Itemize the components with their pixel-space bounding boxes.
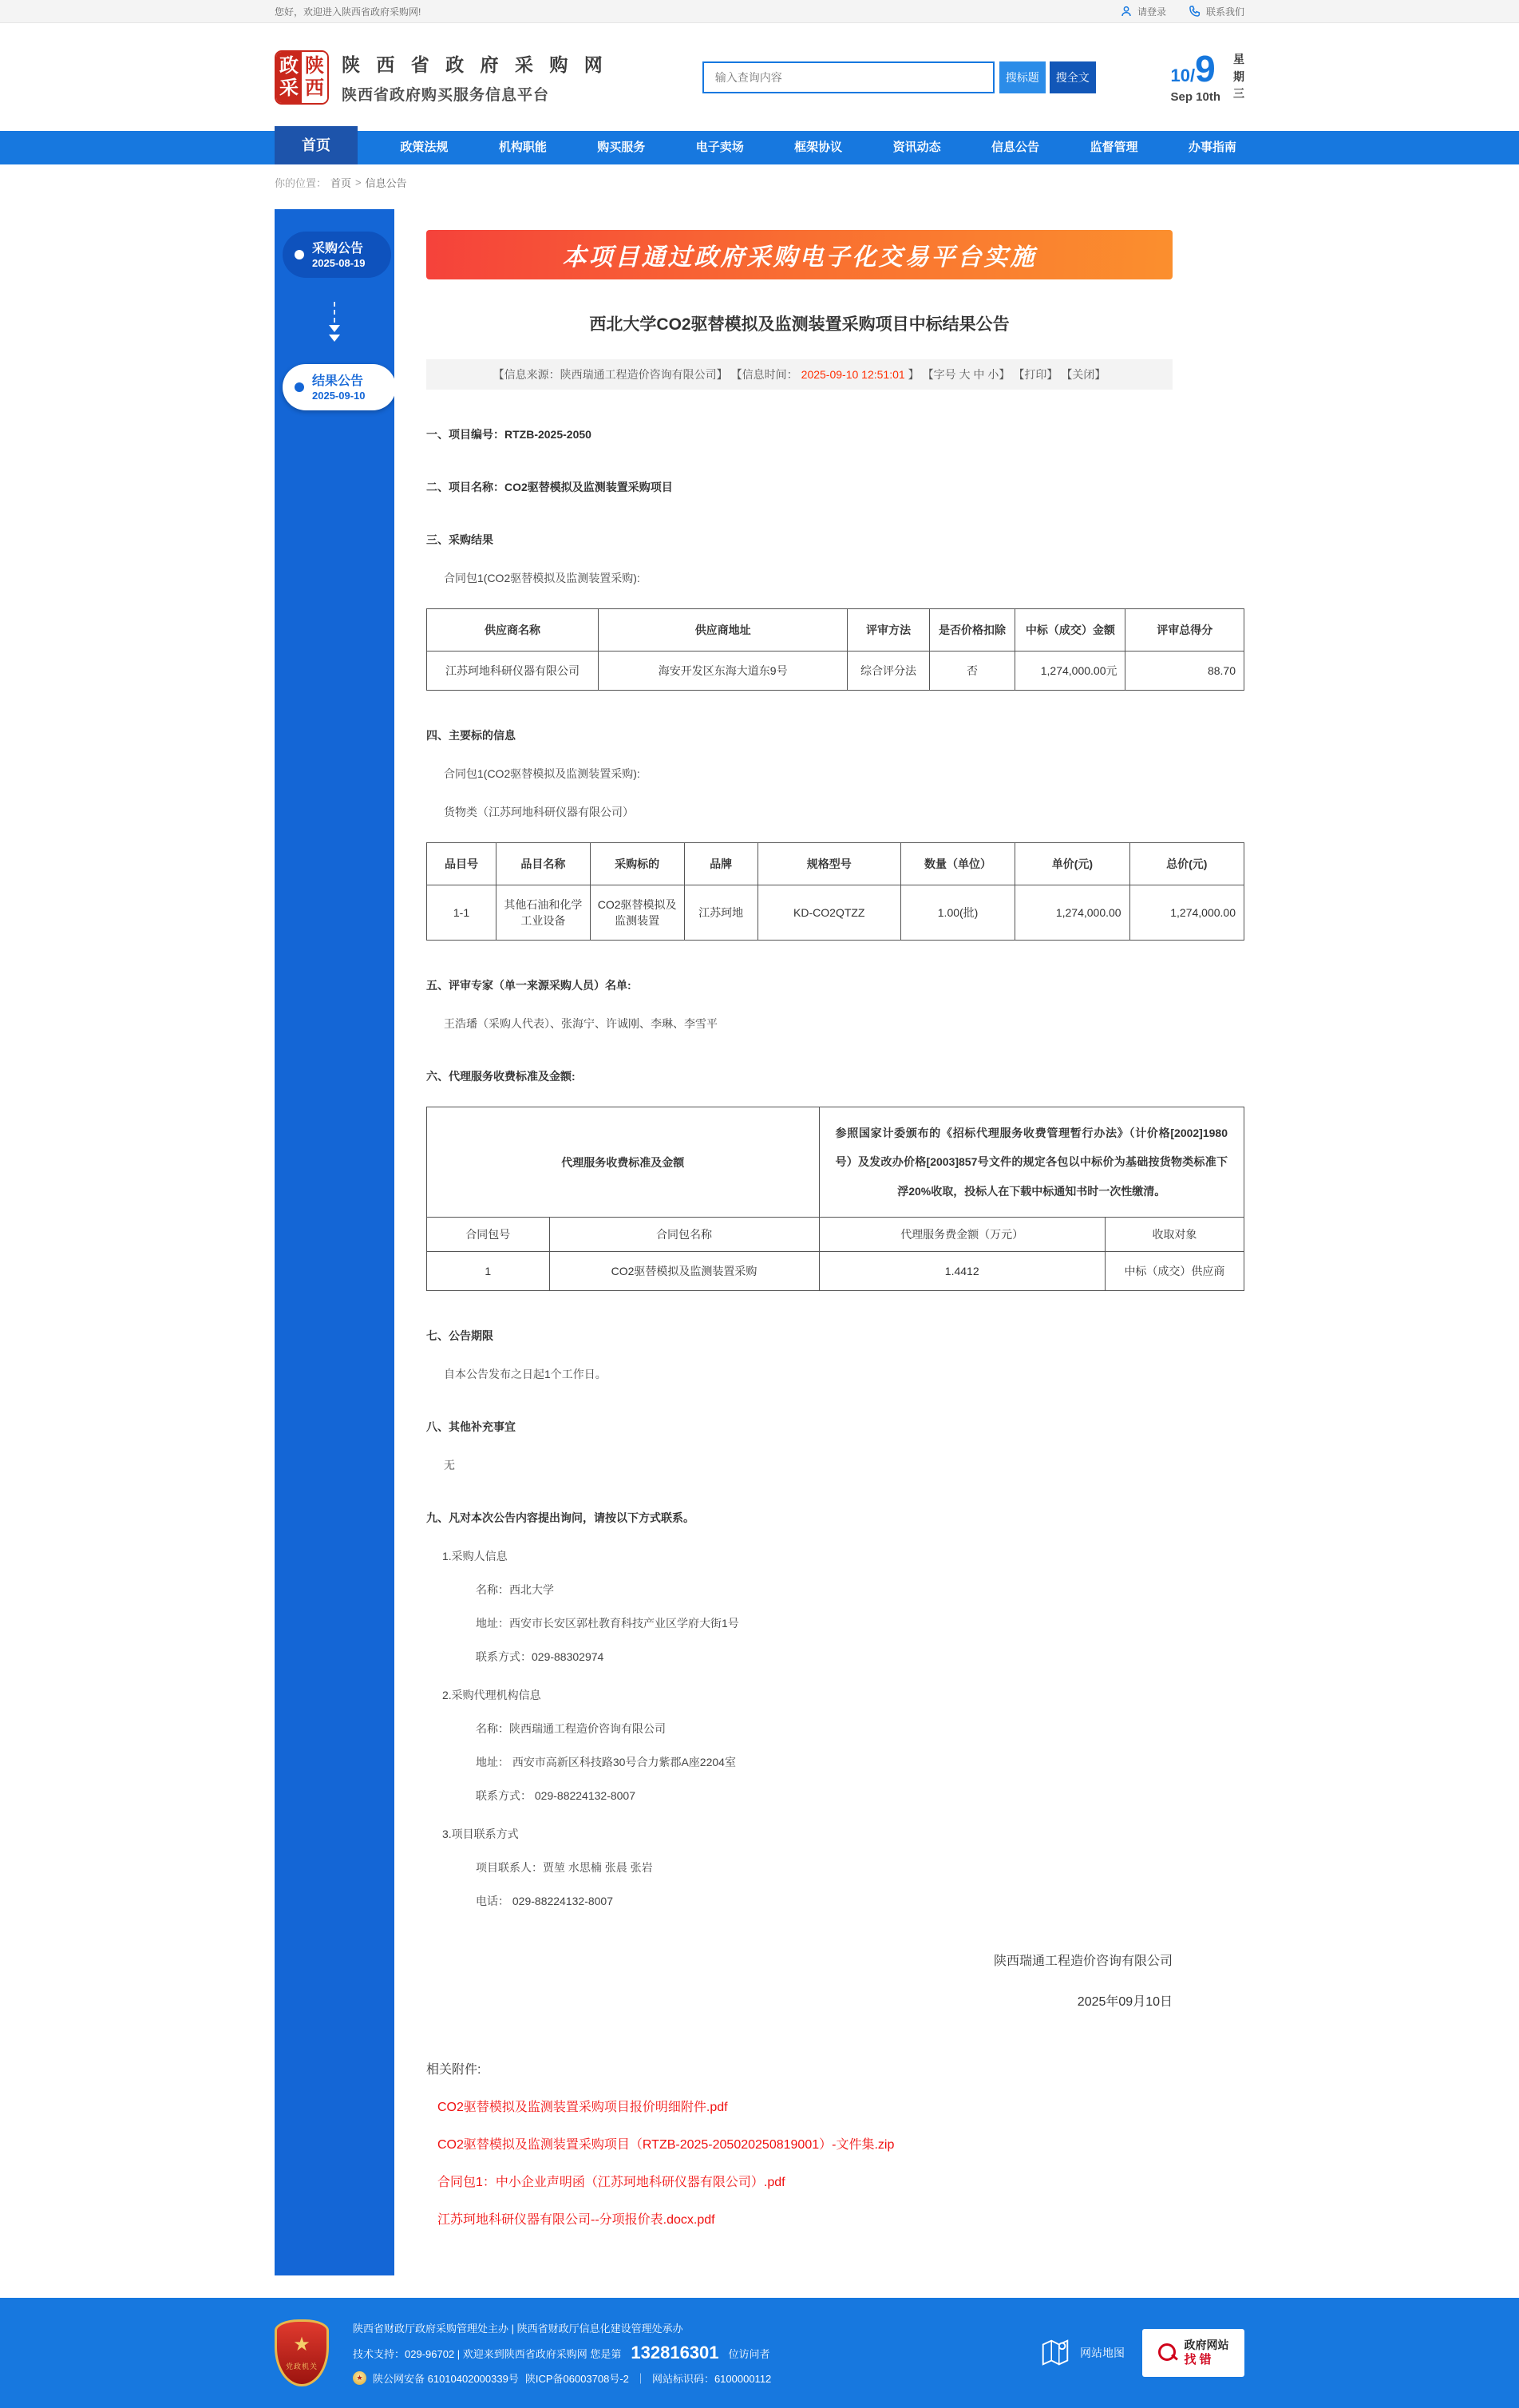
contact-link[interactable] [1189, 5, 1244, 18]
nav-item-supervision[interactable]: 监督管理 [1090, 141, 1138, 154]
table-cell: 88.70 [1125, 652, 1244, 691]
date-day: 9 [1195, 48, 1216, 89]
project-contact-title: 3.项目联系方式 [442, 1828, 519, 1841]
badge-subtitle: 找错 [1184, 2352, 1215, 2366]
font-size-controls[interactable]: 【字号 大 中 小】 [922, 368, 1011, 381]
col-header: 收取对象 [1105, 1218, 1244, 1252]
date-widget [1170, 50, 1244, 104]
site-subtitle: 陕西省政府购买服务信息平台 [342, 86, 550, 104]
breadcrumb-home-link[interactable]: 首页 [330, 176, 352, 189]
table-row [427, 652, 1244, 691]
announcement-timeline-sidebar [275, 209, 394, 2275]
party-government-shield-icon: ★ 党政机关 [275, 2319, 329, 2386]
fee-table [426, 1107, 1244, 1291]
contract-package-note: 合同包1(CO2驱替模拟及监测装置采购): [444, 767, 640, 780]
attachment-link[interactable]: 合同包1：中小企业声明函（江苏珂地科研仪器有限公司）.pdf [437, 2176, 785, 2190]
visitor-suffix: 位访问者 [728, 2347, 770, 2360]
gov-site-error-report-badge[interactable] [1142, 2329, 1244, 2377]
section-2-heading: 二、项目名称：CO2驱替模拟及监测装置采购项目 [426, 481, 673, 493]
project-contact-names: 项目联系人：贾堃 水思楠 张晨 张岩 [476, 1861, 653, 1875]
login-link[interactable] [1120, 5, 1166, 18]
table-cell: 其他石油和化学工业设备 [496, 885, 591, 941]
search-bar [702, 61, 1096, 93]
table-cell: CO2驱替模拟及监测装置采购 [549, 1252, 819, 1291]
close-button[interactable]: 【关闭】 [1061, 368, 1106, 381]
col-header: 品目号 [427, 843, 496, 885]
article [394, 209, 1244, 2275]
col-header: 合同包号 [427, 1218, 550, 1252]
nav-item-purchase-services[interactable]: 购买服务 [597, 141, 646, 154]
support-text: 技术支持：029-96702 | 欢迎来到陕西省政府采购网 您是第 [353, 2347, 622, 2360]
date-english: Sep 10th [1170, 90, 1220, 104]
logo-char: 政 [279, 54, 299, 77]
site-title: 陕 西 省 政 府 采 购 网 [342, 53, 608, 75]
expert-names: 王浩璠（采购人代表）、张海宁、许诚刚、李琳、李雪平 [444, 1017, 718, 1030]
search-input[interactable] [702, 61, 995, 93]
site-logo [275, 50, 608, 105]
search-fulltext-button[interactable]: 搜全文 [1050, 61, 1096, 93]
magnifier-icon [1158, 2343, 1177, 2362]
table-cell: 江苏珂地科研仪器有限公司 [427, 652, 599, 691]
goods-category-note: 货物类（江苏珂地科研仪器有限公司） [444, 806, 634, 818]
site-header [0, 23, 1519, 131]
table-cell: 1,274,000.00 [1129, 885, 1244, 941]
breadcrumb-label: 你的位置： [275, 176, 327, 189]
table-cell: 1,274,000.00 [1015, 885, 1129, 941]
section-4-heading: 四、主要标的信息 [426, 729, 516, 742]
signature-block [426, 1951, 1173, 2010]
table-row [427, 1252, 1244, 1291]
fee-standard-label: 代理服务收费标准及金额 [427, 1107, 820, 1218]
section-7-heading: 七、公告期限 [426, 1329, 493, 1343]
col-header: 采购标的 [590, 843, 684, 885]
table-cell: 中标（成交）供应商 [1105, 1252, 1244, 1291]
nav-item-news[interactable]: 资讯动态 [892, 141, 941, 154]
site-footer [0, 2298, 1519, 2408]
footer-support-line [353, 2343, 771, 2363]
info-time-label: 【信息时间： [730, 368, 798, 381]
search-title-button[interactable]: 搜标题 [999, 61, 1046, 93]
article-meta-bar [426, 359, 1173, 390]
attachment-link[interactable]: 江苏珂地科研仪器有限公司--分项报价表.docx.pdf [437, 2213, 715, 2228]
buyer-address: 地址：西安市长安区郭杜教育科技产业区学府大街1号 [476, 1617, 739, 1630]
weekday-label: 星 期 三 [1233, 52, 1244, 101]
info-source: 【信息来源：陕西瑞通工程造价咨询有限公司】 [492, 368, 728, 381]
info-time-close: 】 [908, 368, 920, 381]
announcement-period-text: 自本公告发布之日起1个工作日。 [444, 1368, 607, 1381]
project-contact-phone: 电话： 029-88224132-8007 [476, 1895, 614, 1908]
col-header: 品牌 [684, 843, 758, 885]
logo-char: 采 [279, 77, 299, 99]
site-id-code: 网站标识码：6100000112 [651, 2373, 772, 2386]
section-1-heading: 一、项目编号：RTZB-2025-2050 [426, 428, 591, 441]
map-icon [1038, 2335, 1072, 2371]
breadcrumb-current-link[interactable]: 信息公告 [365, 176, 407, 189]
agency-address: 地址： 西安市高新区科技路30号合力紫郡A座2204室 [476, 1756, 736, 1769]
sidebar-item-result-notice[interactable] [283, 364, 396, 410]
buyer-name: 名称：西北大学 [476, 1583, 554, 1597]
login-label: 请登录 [1137, 6, 1166, 18]
user-icon [1120, 5, 1133, 18]
signature-date: 2025年09月10日 [1077, 1995, 1173, 2010]
table-cell: 1,274,000.00元 [1015, 652, 1125, 691]
item-table [426, 842, 1244, 941]
sitemap-link[interactable] [1038, 2335, 1125, 2371]
col-header: 评审总得分 [1125, 609, 1244, 652]
col-header: 供应商地址 [599, 609, 848, 652]
sitemap-label: 网站地图 [1080, 2347, 1125, 2360]
table-cell: 否 [929, 652, 1015, 691]
down-arrow-icon [275, 302, 394, 342]
col-header: 供应商名称 [427, 609, 599, 652]
col-header: 品目名称 [496, 843, 591, 885]
table-cell: 1.00(批) [900, 885, 1015, 941]
attachment-link[interactable]: CO2驱替模拟及监测装置采购项目报价明细附件.pdf [437, 2101, 728, 2115]
section-9-heading: 九、凡对本次公告内容提出询问，请按以下方式联系。 [426, 1511, 694, 1525]
section-8-heading: 八、其他补充事宜 [426, 1420, 516, 1434]
col-header: 规格型号 [758, 843, 900, 885]
attachments-label: 相关附件: [426, 2063, 481, 2077]
contact-label: 联系我们 [1205, 6, 1244, 18]
logo-char: 西 [305, 77, 324, 99]
col-header: 总价(元) [1129, 843, 1244, 885]
nav-item-guide[interactable]: 办事指南 [1188, 141, 1236, 154]
security-record-number: 陕公网安备 61010402000339号 [373, 2373, 519, 2386]
sidebar-item-title: 结果公告 [312, 374, 364, 388]
col-header: 单价(元) [1015, 843, 1129, 885]
table-row [427, 885, 1244, 941]
table-cell: 1.4412 [819, 1252, 1105, 1291]
agency-info-title: 2.采购代理机构信息 [442, 1689, 541, 1702]
nav-item-announcements[interactable]: 信息公告 [991, 141, 1040, 154]
print-button[interactable]: 【打印】 [1013, 368, 1058, 381]
buyer-info-title: 1.采购人信息 [442, 1550, 508, 1563]
signature-org: 陕西瑞通工程造价咨询有限公司 [993, 1955, 1173, 1969]
contract-package-note: 合同包1(CO2驱替模拟及监测装置采购): [444, 572, 640, 584]
col-header: 是否价格扣除 [929, 609, 1015, 652]
buyer-phone: 联系方式：029-88302974 [476, 1650, 604, 1664]
col-header: 合同包名称 [549, 1218, 819, 1252]
welcome-text: 您好，欢迎进入陕西省政府采购网! [275, 6, 421, 18]
result-table [426, 608, 1244, 691]
breadcrumb-separator: > [355, 176, 362, 188]
supplementary-text: 无 [444, 1459, 455, 1472]
shield-label: 党政机关 [285, 2362, 318, 2370]
attachment-link[interactable]: CO2驱替模拟及监测装置采购项目（RTZB-2025-205020250819001）-文件集.zip [437, 2138, 895, 2153]
table-cell: 江苏珂地 [684, 885, 758, 941]
platform-banner: 本项目通过政府采购电子化交易平台实施 [426, 230, 1173, 279]
section-5-heading: 五、评审专家（单一来源采购人员）名单: [426, 979, 631, 992]
section-3-heading: 三、采购结果 [426, 533, 493, 546]
table-cell: 1-1 [427, 885, 496, 941]
visitor-count: 132816301 [631, 2343, 719, 2363]
logo-seal-icon [275, 50, 329, 105]
bullet-dot-icon [295, 382, 304, 392]
main-area [275, 209, 1244, 2275]
col-header: 数量（单位） [900, 843, 1015, 885]
icp-number: 陕ICP备06003708号-2 [524, 2373, 629, 2386]
table-cell: 海安开发区东海大道东9号 [599, 652, 848, 691]
table-cell: 1 [427, 1252, 550, 1291]
sidebar-item-procurement-notice[interactable] [283, 232, 391, 278]
page-title: 西北大学CO2驱替模拟及监测装置采购项目中标结果公告 [589, 315, 1010, 334]
col-header: 评审方法 [848, 609, 929, 652]
main-nav [0, 131, 1519, 164]
agency-name: 名称：陕西瑞通工程造价咨询有限公司 [476, 1722, 666, 1736]
top-utility-bar [0, 0, 1519, 23]
date-month: 10/ [1170, 65, 1196, 85]
col-header: 中标（成交）金额 [1015, 609, 1125, 652]
col-header: 代理服务费金额（万元） [819, 1218, 1105, 1252]
table-cell: KD-CO2QTZZ [758, 885, 900, 941]
nav-item-framework-agreements[interactable]: 框架协议 [794, 141, 843, 154]
nav-item-functions[interactable]: 机构职能 [498, 141, 547, 154]
sidebar-item-date: 2025-09-10 [312, 390, 366, 402]
public-security-badge-icon: ★ [353, 2371, 366, 2385]
phone-icon [1189, 5, 1201, 18]
fee-standard-text: 参照国家计委颁布的《招标代理服务收费管理暂行办法》（计价格[2002]1980号）及发改办价格[2003]857号文件的规定各包以中标价为基础按货物类标准下浮20%收取，投标人在下载中标通知书时一次性缴清。 [819, 1107, 1244, 1218]
sidebar-item-title: 采购公告 [312, 241, 364, 255]
badge-title: 政府网站 [1184, 2339, 1229, 2352]
section-6-heading: 六、代理服务收费标准及金额: [426, 1070, 576, 1083]
agency-phone: 联系方式： 029-88224132-8007 [476, 1789, 636, 1803]
footer-organizer-line: 陕西省财政厅政府采购管理处主办 | 陕西省财政厅信息化建设管理处承办 [353, 2323, 683, 2335]
bullet-dot-icon [295, 250, 304, 259]
info-time: 2025-09-10 12:51:01 [801, 368, 905, 381]
nav-item-e-marketplace[interactable]: 电子卖场 [695, 141, 744, 154]
logo-char: 陕 [305, 54, 324, 77]
attachments [426, 2059, 1244, 2228]
separator: ｜ [635, 2373, 646, 2386]
footer-registration-line [353, 2370, 771, 2386]
sidebar-item-date: 2025-08-19 [312, 257, 366, 270]
table-cell: CO2驱替模拟及监测装置 [590, 885, 684, 941]
nav-item-policies[interactable]: 政策法规 [400, 141, 449, 154]
nav-item-home[interactable]: 首页 [275, 126, 358, 164]
table-cell: 综合评分法 [848, 652, 929, 691]
breadcrumb [275, 164, 1244, 200]
